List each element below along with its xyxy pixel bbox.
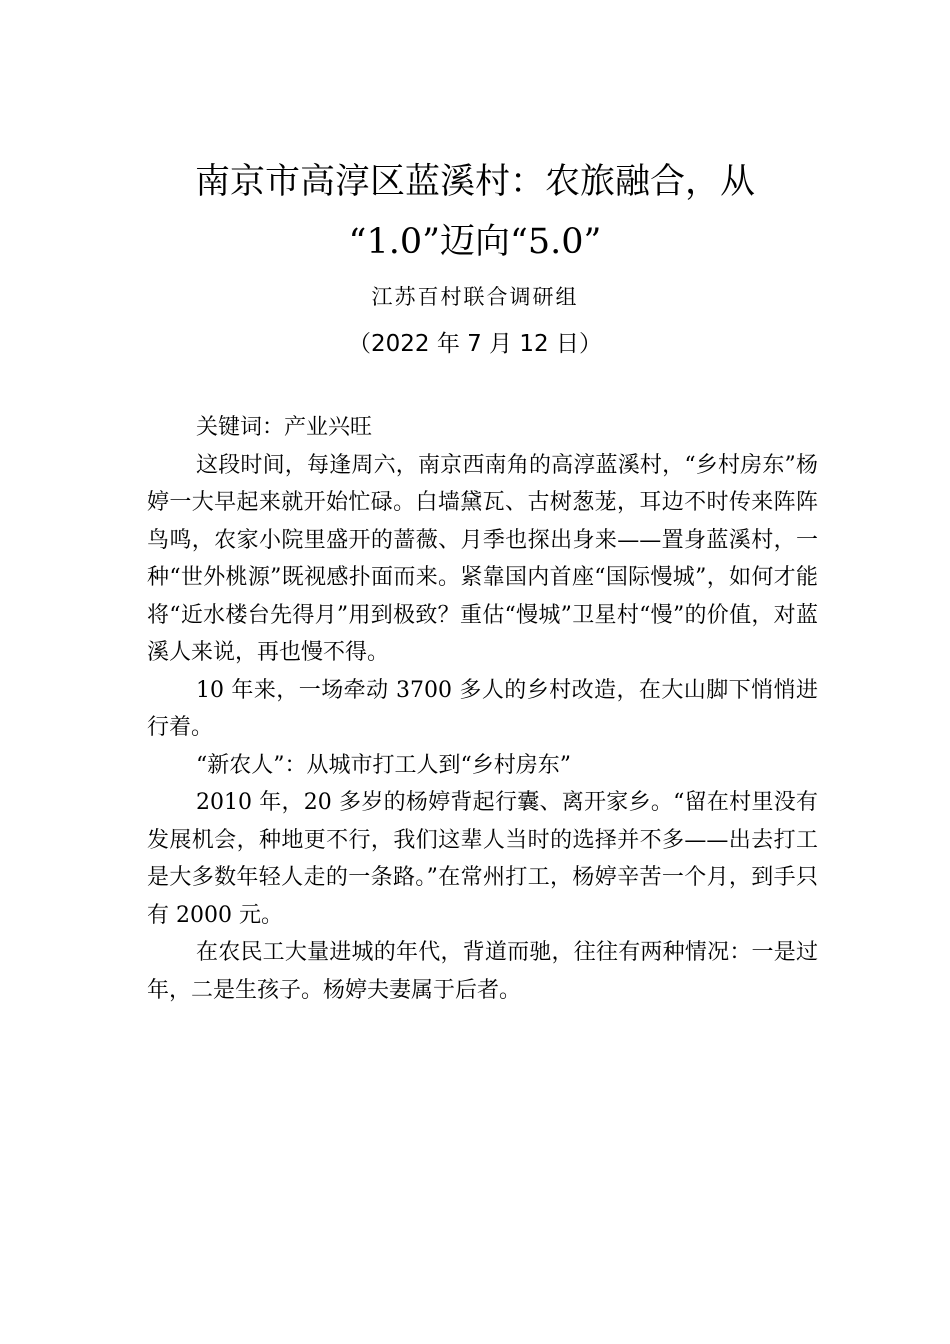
document-title-line-1: 南京市高淳区蓝溪村：农旅融合，从 [194, 162, 755, 202]
document-title-line-2: “1.0”迈向“5.0” [348, 222, 602, 262]
paragraph: 在农民工大量进城的年代，背道而驰，往往有两种情况：一是过年，二是生孩子。杨婷夫妻属于后者。 [147, 940, 818, 1003]
keywords-line: 关键词：产业兴旺 [196, 415, 373, 440]
author-byline: 江苏百村联合调研组 [371, 285, 579, 309]
paragraph: 这段时间，每逢周六，南京西南角的高淳蓝溪村，“乡村房东”杨婷一大早起来就开始忙碌。白墙黛瓦、古树葱茏，耳边不时传来阵阵鸟鸣，农家小院里盛开的蔷薇、月季也探出身来——置身蓝溪村，一种“世外桃源”既视感扑面而来。紧靠国内首座“国际慢城”，如何才能将“近水楼台先得月”用到极致？重估“慢城”卫星村“慢”的价值，对蓝溪人来说，再也慢不得。 [147, 452, 818, 665]
paragraph: 2010 年，20 多岁的杨婷背起行囊、离开家乡。“留在村里没有发展机会，种地更不行，我们这辈人当时的选择并不多——出去打工是大多数年轻人走的一条路。”在常州打工，杨婷辛苦一个月，到手只有 2000 元。 [147, 790, 818, 928]
paragraph: 10 年来，一场牵动 3700 多人的乡村改造，在大山脚下悄悄进行着。 [147, 677, 818, 740]
section-heading: “新农人”：从城市打工人到“乡村房东” [196, 752, 571, 778]
article-body [147, 409, 818, 1009]
publish-date: （2022 年 7 月 12 日） [348, 331, 602, 357]
